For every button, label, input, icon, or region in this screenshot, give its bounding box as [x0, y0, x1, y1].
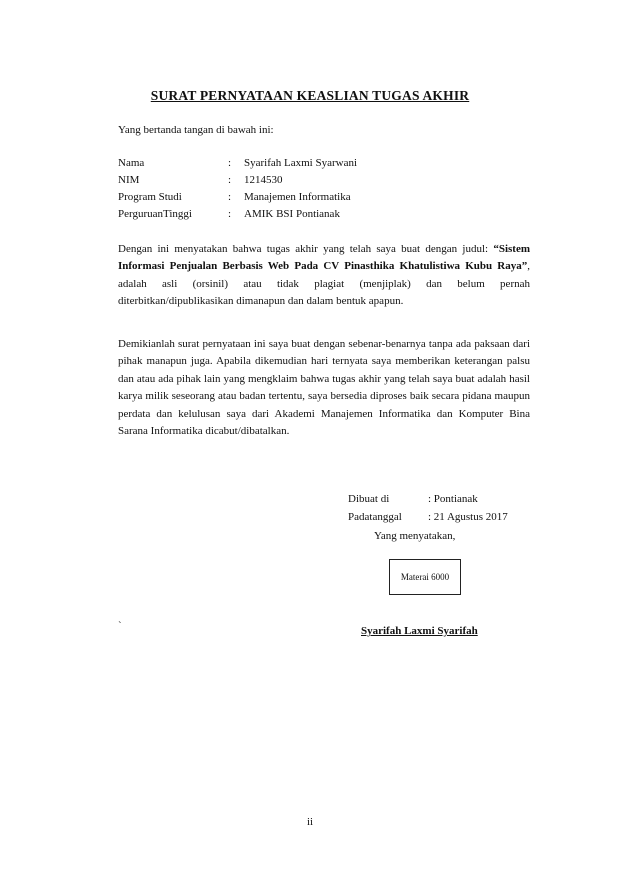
page-number: ii	[306, 816, 314, 828]
value-prodi: Manajemen Informatika	[244, 191, 351, 203]
label-nama: Nama	[118, 157, 145, 169]
separator: :	[228, 157, 232, 169]
separator: :	[228, 208, 232, 220]
separator: :	[228, 191, 232, 203]
stamp-label: Materai 6000	[400, 572, 450, 582]
statement-paragraph	[118, 241, 530, 311]
value-pt: AMIK BSI Pontianak	[244, 208, 340, 220]
signature-meta	[348, 493, 508, 529]
closing-text: Yang menyatakan,	[374, 530, 456, 542]
label-pt: PerguruanTinggi	[118, 208, 192, 220]
place-row	[348, 493, 508, 511]
identity-row-prodi	[118, 191, 357, 208]
date-label: Padatanggal	[348, 511, 402, 523]
place-value: : Pontianak	[428, 493, 478, 505]
label-prodi: Program Studi	[118, 191, 182, 203]
date-row	[348, 511, 508, 529]
date-value: : 21 Agustus 2017	[428, 511, 508, 523]
declaration-paragraph: Demikianlah surat pernyataan ini saya buat dengan sebenar-benarnya tanpa ada paksaan dari pihak manapun juga. Apabila dikemudian hari ternyata saya memberikan keterangan palsu dan atau ada pihak lain yang mengklaim bahwa tugas akhir yang telah saya buat adalah hasil karya milik seseorang atau badan tertentu, saya bersedia diproses baik secara pidana maupun perdata dan kelulusan saya dari Akademi Manajemen Informatika dan Komputer Bina Sarana Informatika dicabut/dibatalkan.	[118, 338, 530, 438]
signer-name: Syarifah Laxmi Syarifah	[361, 625, 478, 637]
statement-lead: Dengan ini menyatakan bahwa tugas akhir yang telah saya buat dengan judul:	[118, 243, 489, 255]
place-label: Dibuat di	[348, 493, 390, 505]
separator: :	[228, 174, 232, 186]
stamp-box	[389, 559, 461, 595]
identity-row-nama	[118, 157, 357, 174]
identity-row-nim	[118, 174, 357, 191]
label-nim: NIM	[118, 174, 140, 186]
value-nim: 1214530	[244, 174, 283, 186]
value-nama: Syarifah Laxmi Syarwani	[244, 157, 358, 169]
identity-table	[118, 157, 357, 225]
intro-line: Yang bertanda tangan di bawah ini:	[118, 124, 274, 136]
statement-rest: , adalah asli (orsinil) atau tidak plagiat (menjiplak) dan belum pernah diterbitkan/dipublikasikan dimanapun dan dalam bentuk apapun.	[118, 260, 530, 308]
thesis-title: “Sistem Informasi Penjualan Berbasis Web Pada CV Pinasthika Khatulistiwa Kubu Raya”	[118, 243, 530, 273]
document-title: SURAT PERNYATAAN KEASLIAN TUGAS AKHIR	[150, 88, 470, 103]
identity-row-pt	[118, 208, 357, 225]
stray-mark: `	[118, 620, 122, 632]
